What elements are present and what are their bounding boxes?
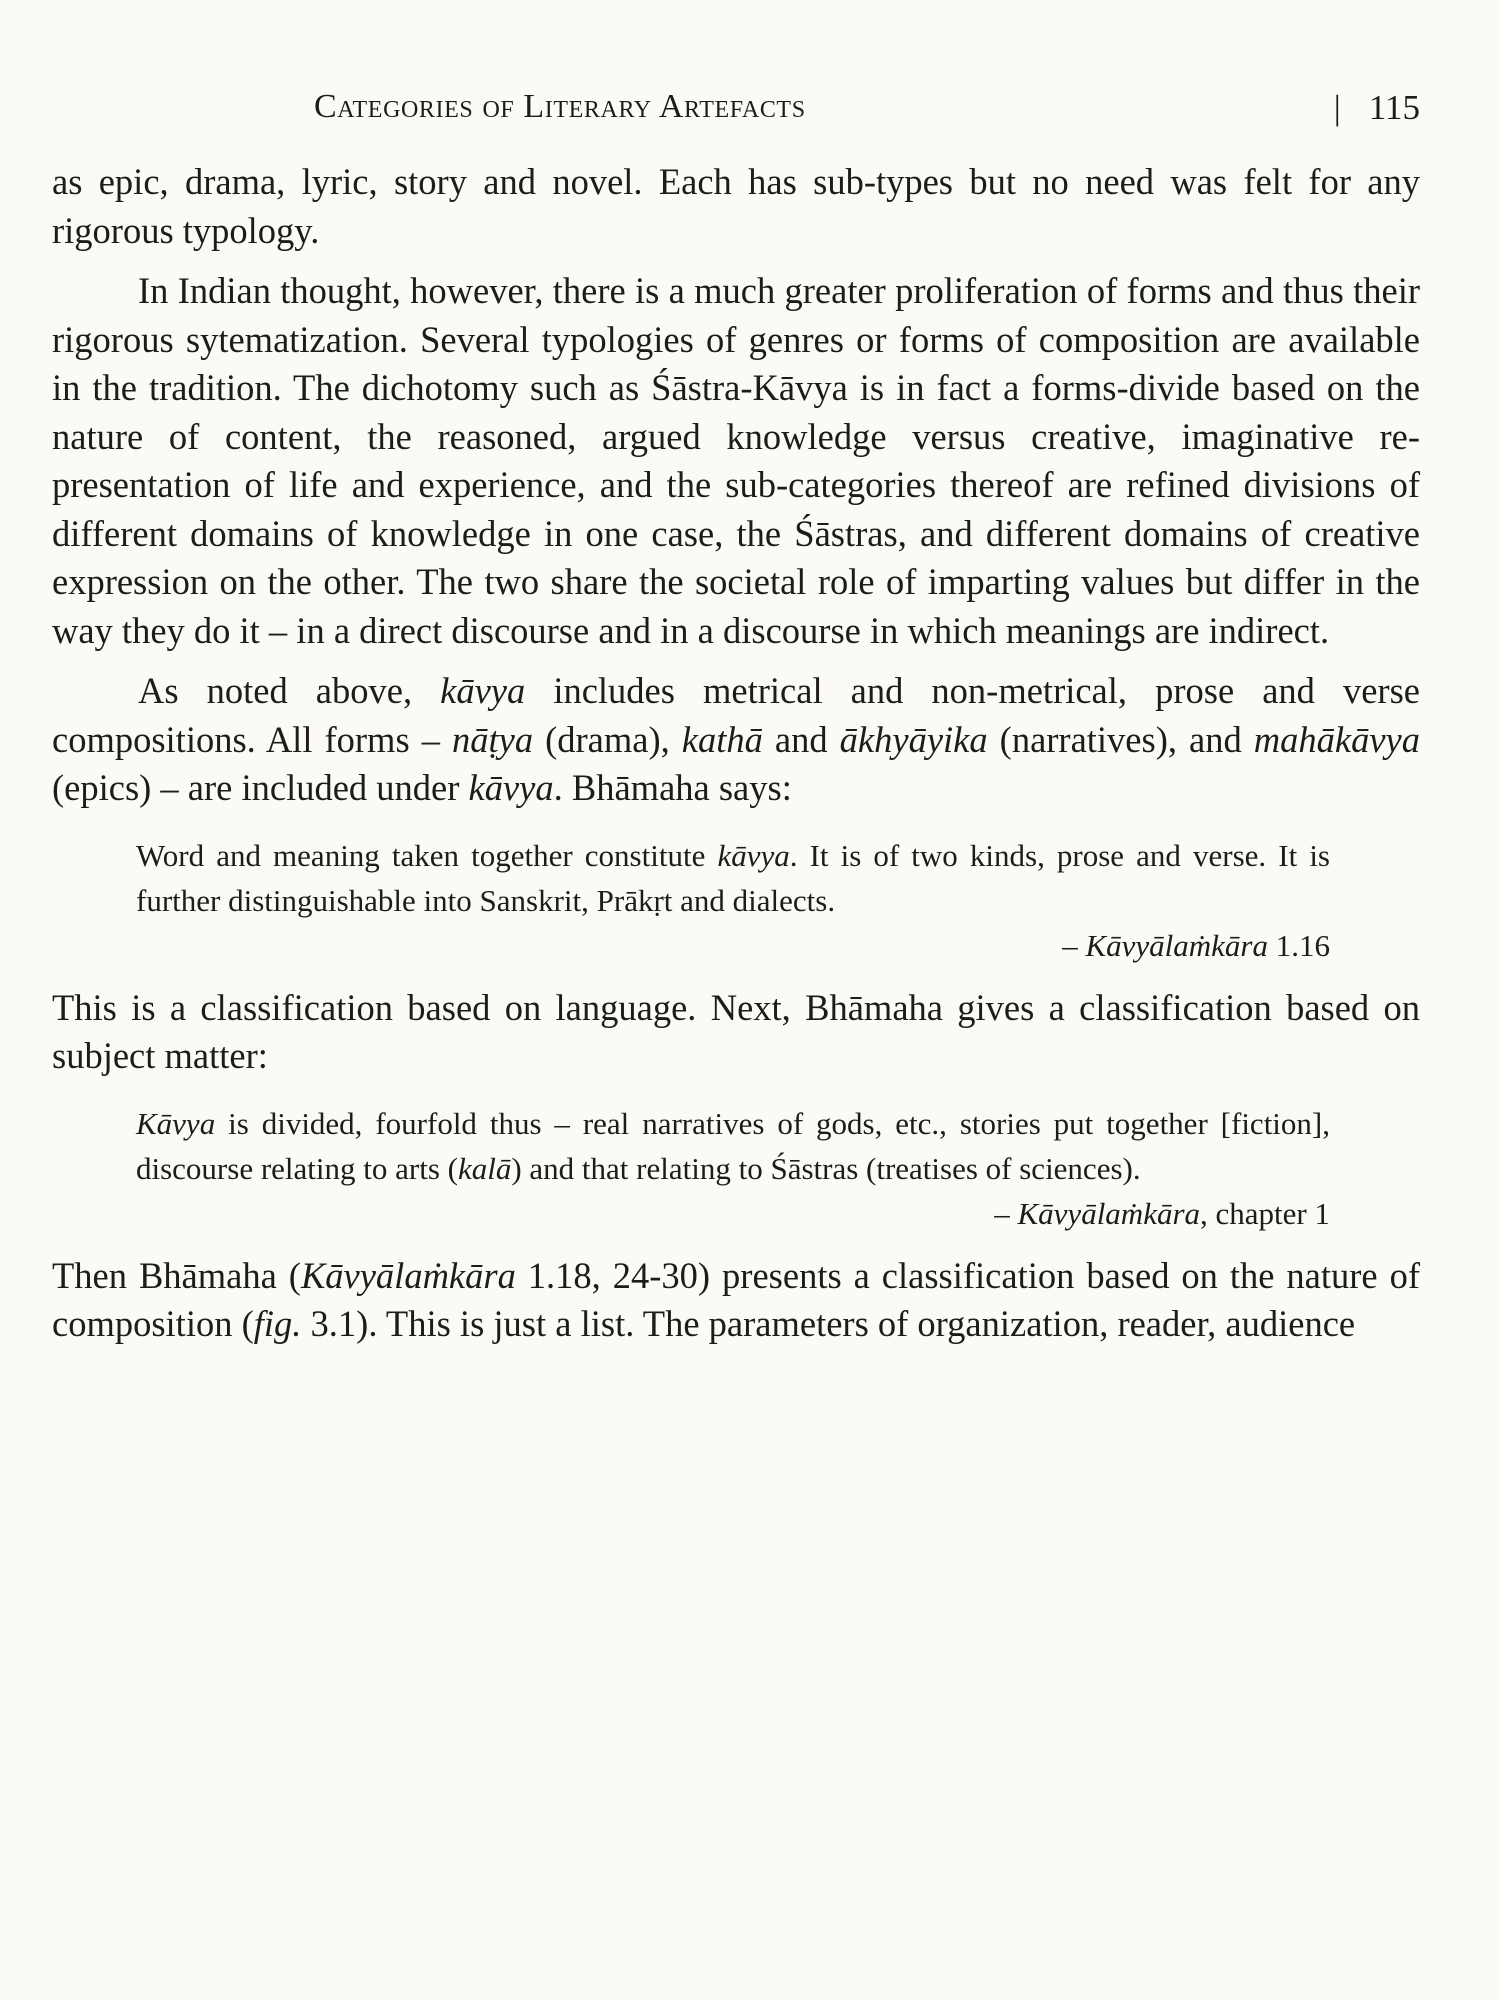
body-text <box>52 158 1420 1349</box>
running-title: Categories of Literary Artefacts <box>314 88 806 125</box>
paragraph-kavya-forms: As noted above, kāvya includes metrical and non-metrical, prose and verse compositions. All forms – nāṭya (drama), kathā and ākhyāyika (narratives), and mahākāvya (epics) – are included under kāvya. Bhāmaha says: <box>52 670 1420 808</box>
running-header <box>52 88 1420 144</box>
header-separator: | <box>1333 88 1341 127</box>
paragraph-continued: as epic, drama, lyric, story and novel. Each has sub-types but no need was felt for any rigorous typology. <box>52 161 1420 251</box>
paragraph-composition-classification: Then Bhāmaha (Kāvyālaṁkāra 1.18, 24-30) presents a classification based on the nature of composition (fig. 3.1). This is just a list. The parameters of organization, reader, audience <box>52 1254 1421 1344</box>
paragraph-language-classification: This is a classification based on language. Next, Bhāmaha gives a classification based on subject matter: <box>52 986 1420 1076</box>
page-number-block <box>1334 88 1420 128</box>
page-number: 115 <box>1368 88 1420 127</box>
quote-source: – Kāvyālaṁkāra, chapter 1 <box>994 1195 1330 1231</box>
quote-source: – Kāvyālaṁkāra 1.16 <box>1062 927 1330 963</box>
block-quote-language: Word and meaning taken together constitute kāvya. It is of two kinds, prose and verse. It is further distinguishable into Sanskrit, Prākṛt and dialects. – Kāvyālaṁkāra 1.16 <box>136 833 1330 968</box>
paragraph-indian-thought: In Indian thought, however, there is a much greater proliferation of forms and thus their rigorous sytematization. Several typologies of genres or forms of composition are available in the tradition. The dichotomy such as Śāstra-Kāvya is in fact a forms-divide based on the nature of content, the reasoned, argued knowledge versus creative, imaginative re-presentation of life and experience, and the sub-categories thereof are refined divisions of different domains of knowledge in one case, the Śāstras, and different domains of creative expression on the other. The two share the societal role of imparting values but differ in the way they do it – in a direct discourse and in a discourse in which meanings are indirect. <box>52 270 1420 651</box>
block-quote-subject: Kāvya is divided, fourfold thus – real narratives of gods, etc., stories put together [fiction], discourse relating to arts (kalā) and that relating to Śāstras (treatises of sciences). – Kāvyālaṁkāra, chapter 1 <box>136 1101 1330 1236</box>
